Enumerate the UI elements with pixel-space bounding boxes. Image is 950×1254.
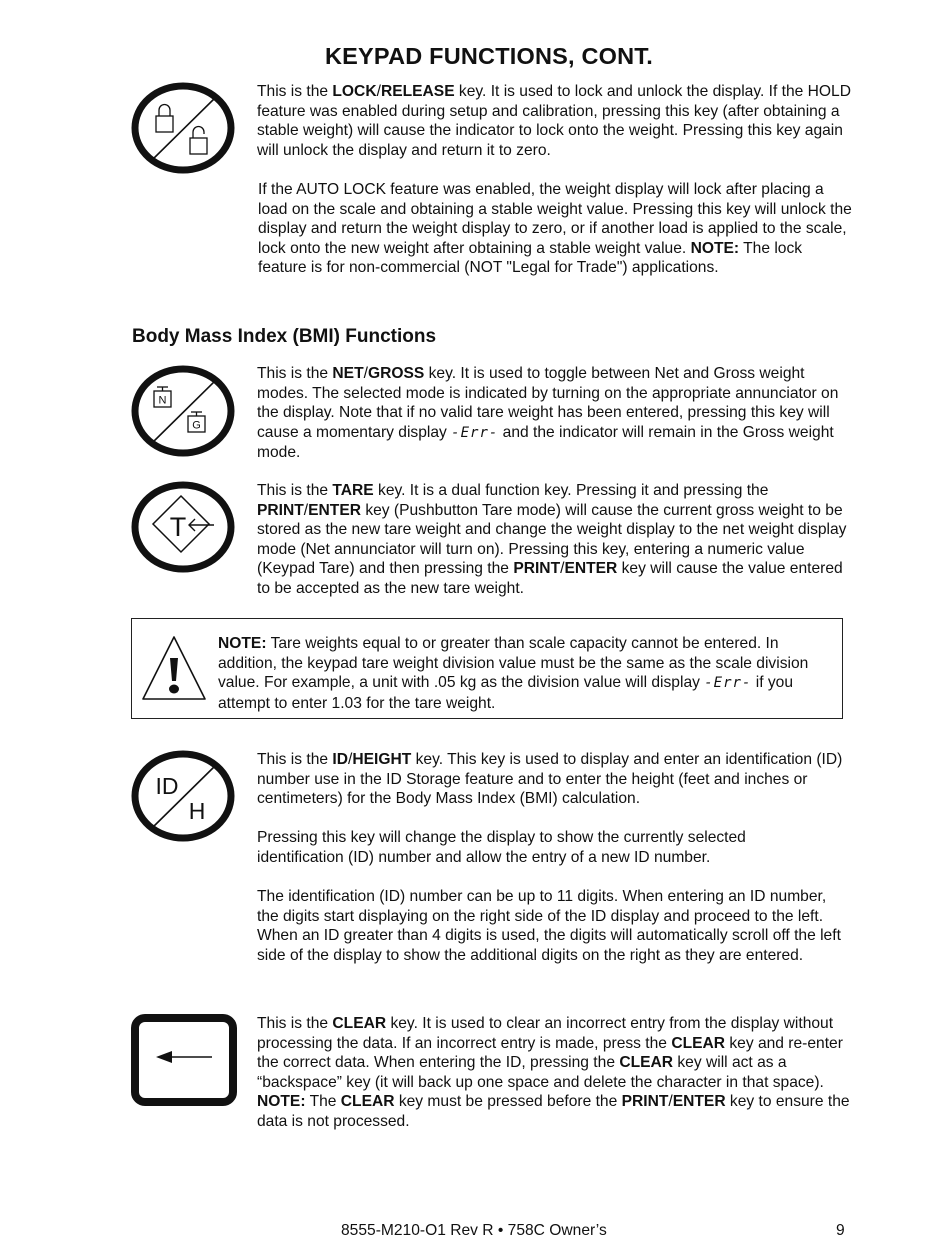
lock-paragraph-1: This is the LOCK/RELEASE key. It is used to lock and unlock the display. If the HOLD feature was enabled during setup and calibration, pressing this key (after obtaining a stable weight) will cause the indicator to lock onto the weight. Pressing this key again will unlock the display and return it to zero. — [257, 83, 851, 159]
note-box — [131, 618, 843, 719]
lock-release-key-icon — [129, 80, 239, 178]
id-height-key-icon — [129, 748, 239, 846]
id-height-paragraph-2: Pressing this key will change the display to show the currently selected identification (ID) number and allow the entry of a new ID number. — [257, 829, 746, 866]
page-title: KEYPAD FUNCTIONS, CONT. — [325, 43, 653, 69]
footer-document-id: 8555-M210-O1 Rev R • 758C Owner’s — [341, 1222, 607, 1239]
section-heading: Body Mass Index (BMI) Functions — [132, 326, 437, 347]
height-icon-letter: H — [188, 798, 206, 824]
net-icon-letter: N — [158, 394, 167, 407]
net-gross-paragraph: This is the NET/GROSS key. It is used to toggle between Net and Gross weight modes. The selected mode is indicated by turning on the appropriate annunciator on the display. Note that if no valid tare weight has been entered, pressing this key will cause a momentary display -Err- and the indicator will remain in the Gross weight mode. — [257, 365, 839, 462]
clear-key-icon — [130, 1013, 238, 1107]
tare-icon-letter: T — [169, 512, 187, 542]
footer-page-number: 9 — [836, 1222, 845, 1239]
lock-paragraph-2: If the AUTO LOCK feature was enabled, the weight display will lock after placing a load on the scale and obtaining a stable weight value. Pressing this key will unlock the display and return the weight display to zero, or if another load is applied to the scale, lock onto the new weight after obtaining a stable weight value. NOTE: The lock feature is for non-commercial (NOT "Legal for Trade") applications. — [258, 181, 852, 277]
id-height-paragraph-3: The identification (ID) number can be up to 11 digits. When entering an ID number, the digits start displaying on the right side of the ID display and proceed to the left. When an ID greater than 4 digits is used, the digits will automatically scroll off the left side of the display to show the additional digits on the right as they are entered. — [257, 888, 841, 964]
tare-key-icon — [129, 479, 239, 577]
id-height-paragraph-1: This is the ID/HEIGHT key. This key is used to display and enter an identification (ID) number use in the ID Storage feature and to enter the height (feet and inches or centimeters) for the Body Mass Index (BMI) calculation. — [257, 751, 843, 808]
gross-icon-letter: G — [192, 419, 201, 432]
warning-icon — [140, 633, 208, 703]
note-paragraph: NOTE: Tare weights equal to or greater than scale capacity cannot be entered. In addition, the keypad tare weight division value must be the same as the scale division value. For example, a unit with .05 kg as the division value will display -Err- if you attempt to enter 1.03 for the tare weight. — [218, 635, 809, 712]
err-code: -Err- — [451, 424, 499, 441]
net-gross-key-icon — [129, 363, 239, 461]
clear-paragraph: This is the CLEAR key. It is used to clear an incorrect entry from the display without processing the data. If an incorrect entry is made, press the CLEAR key and re-enter the correct data. When entering the ID, pressing the CLEAR key will act as a “backspace” key (it will back up one space and delete the character in that space). NOTE: The CLEAR key must be pressed before the PRINT/ENTER key to ensure the data is not processed. — [257, 1015, 850, 1130]
tare-paragraph: This is the TARE key. It is a dual function key. Pressing it and pressing the PRINT/ENTER key (Pushbutton Tare mode) will cause the current gross weight to be stored as the new tare weight and change the weight display to the net weight display mode (Net annunciator will turn on). Pressing this key, entering a numeric value (Keypad Tare) and then pressing the PRINT/ENTER key will cause the value entered to be accepted as the new tare weight. — [257, 482, 847, 597]
id-icon-letters: ID — [155, 773, 179, 799]
note-err-code: -Err- — [704, 675, 752, 692]
